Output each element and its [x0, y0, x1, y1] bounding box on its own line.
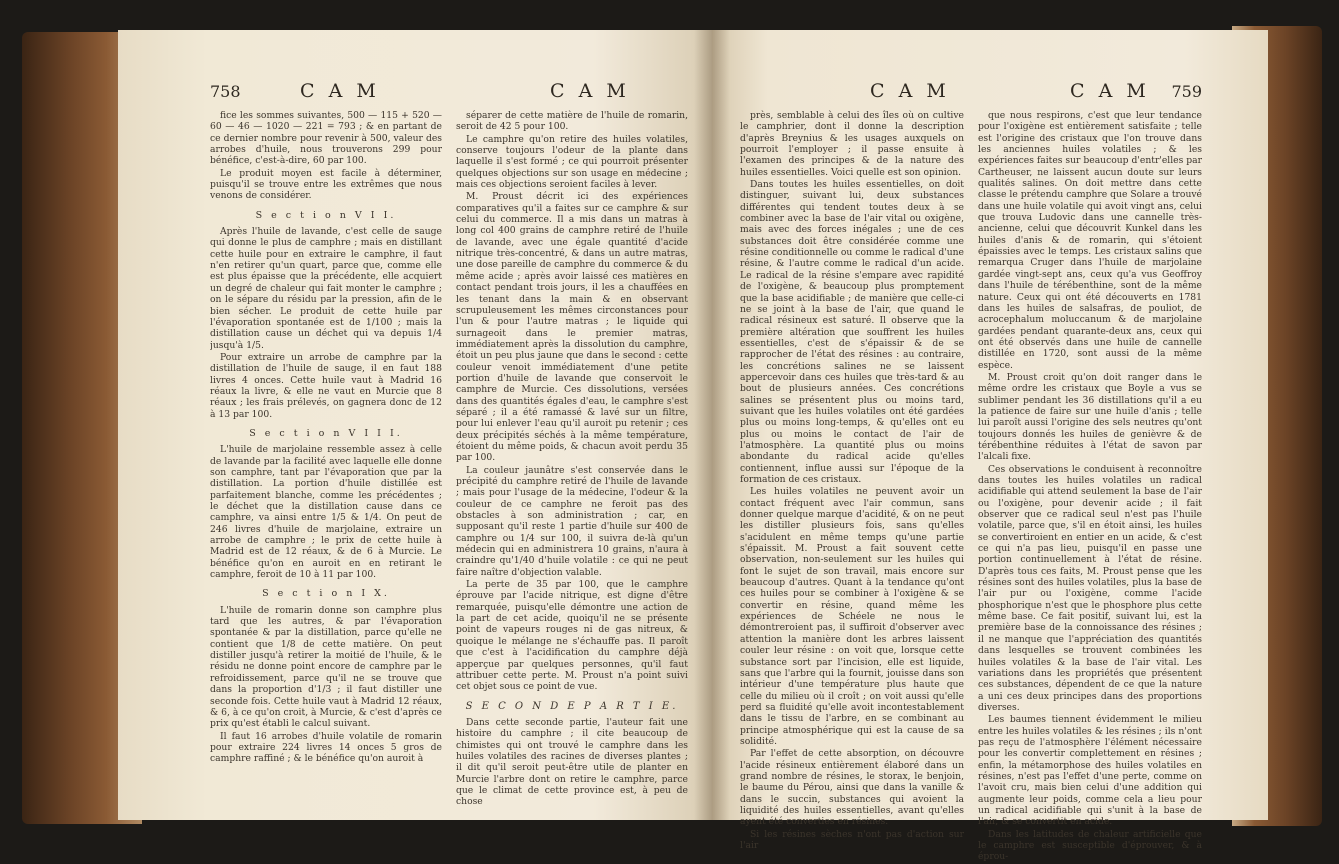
paragraph: Le produit moyen est facile à déterminer, puisqu'il se trouve entre les extrêmes que nous venons de considérer.	[210, 167, 442, 202]
page-number: 758	[210, 82, 241, 101]
paragraph: Dans les latitudes de chaleur artificielle que le camphre est susceptible d'éprouver, & à éprou-	[978, 828, 1202, 863]
paragraph: que nous respirons, c'est que leur tendance pour l'oxigène est entièrement satisfaite ; telle est l'origine des cristaux que l'on trouve dans les anciennes huiles volatiles ; & les expériences faites sur beaucoup d'entr'elles par Cartheuser, ne laissent aucun doute sur leurs qualités salines. On doit mettre dans cette classe le prétendu camphre que Solare a trouvé dans une huile volatile qui avoit vingt ans, celui que trouva Ludovic dans une cannelle très-ancienne, celui que découvrit Kunkel dans les huiles d'anis & de romarin, qui s'étoient épaissies avec le temps. Les cristaux salins que remarqua Cruger dans l'huile de marjolaine gardée vingt-sept ans, ceux qu'a vus Geoffroy dans l'huile de térébenthine, sont de la même nature. Ceux qui ont été découverts en 1781 dans les huiles de salsafras, de pouliot, de acrocephalum moluccanum & de marjolaine gardées pendant quarante-deux ans, ceux qui ont été observés dans une huile de cannelle distillée en 1720, sont aussi de la même espèce.	[978, 110, 1202, 371]
running-head-word: C A M	[1070, 80, 1150, 102]
text-column	[978, 110, 1202, 864]
paragraph: fice les sommes suivantes, 500 — 115 + 520 — 60 — 46 — 1020 — 221 = 793 ; & en partant de ce dernier nombre pour revenir à 500, valeur des arrobes d'huile, nous trouverons 299 pour bénéfice, c'est-à-dire, 60 par 100.	[210, 110, 442, 167]
running-head-word: C A M	[550, 80, 630, 102]
paragraph: Par l'effet de cette absorption, on découvre l'acide résineux entièrement élaboré dans un grand nombre de résines, le storax, le benjoin, le baume du Pérou, ainsi que dans la vanille & dans le succin, substances qui avoient la liquidité des huiles essentielles, avant qu'elles ayent été converties en résines.	[740, 748, 964, 828]
text-column	[740, 110, 964, 864]
paragraph: La couleur jaunâtre s'est conservée dans le précipité du camphre retiré de l'huile de lavande ; mais pour l'usage de la médecine, l'odeur & la couleur de ce camphre ne feroit pas des obstacles à son administration ; car, en supposant qu'il reste 1 partie d'huile sur 400 de camphre ou 1/4 sur 100, il suivra de-là qu'un médecin qui en administrera 10 grains, n'aura à craindre qu'1/40 d'huile volatile : ce qui ne peut faire naître d'objection valable.	[456, 464, 688, 578]
paragraph: Pour extraire un arrobe de camphre par la distillation de l'huile de sauge, il en faut 188 livres 4 onces. Cette huile vaut à Madrid 16 réaux la livre, & elle ne vaut en Murcie que 8 réaux ; les frais prélevés, on gagnera donc de 12 à 13 par 100.	[210, 351, 442, 420]
paragraph: L'huile de marjolaine ressemble assez à celle de lavande par la facilité avec laquelle elle donne son camphre, tant par l'évaporation que par la distillation. La portion d'huile distillée est parfaitement blanche, comme les précédentes ; le déchet que la distillation cause dans ce camphre, va ainsi entre 1/5 & 1/4. On peut de 246 livres d'huile de marjolaine, extraire un arrobe de camphre ; le prix de cette huile à Madrid est de 12 réaux, & de 6 à Murcie. Le bénéfice qu'on en auroit en en retirant le camphre, feroit de 10 à 11 par 100.	[210, 444, 442, 581]
left-page	[118, 30, 712, 820]
paragraph: La perte de 35 par 100, que le camphre éprouve par l'acide nitrique, est digne d'être remarquée, puisqu'elle démontre une action de la part de cet acide, quoiqu'il ne se présente point de vapeurs rouges ni de gas nitreux, & quoique le mélange ne s'échauffe pas. Il paroît que c'est à l'acidification du camphre déjà apperçue par quelques personnes, qu'il faut attribuer cette perte. M. Proust n'a point suivi cet objet sous ce point de vue.	[456, 579, 688, 693]
paragraph: L'huile de romarin donne son camphre plus tard que les autres, & par l'évaporation spontanée & par la distillation, parce qu'elle ne contient que 1/8 de cette matière. On peut distiller jusqu'à retirer la moitié de l'huile, & le résidu ne donne point encore de camphre par le refroidissement, parce qu'il ne se trouve que dans la proportion d'1/3 ; il faut distiller une seconde fois. Cette huile vaut à Madrid 12 réaux, & 6, à ce qu'on croit, à Murcie, & c'est d'après ce prix qu'est établi le calcul suivant.	[210, 604, 442, 730]
paragraph: Le camphre qu'on retire des huiles volatiles, conserve toujours l'odeur de la plante dans laquelle il s'est formé ; ce qui pourroit présenter quelques objections sur son usage en médecine ; mais ces objections seroient faciles à lever.	[456, 133, 688, 191]
paragraph: Ces observations le conduisent à reconnoître dans toutes les huiles volatiles un radical acidifiable qui attend seulement la base de l'air ou l'oxigène, pour devenir acide ; il fait observer que ce radical seul n'est pas l'huile volatile, parce que, s'il en étoit ainsi, les huiles se convertiroient en entier en un acide, & c'est ce qui n'a pas lieu, puisqu'il en passe une portion continuellement à l'état de résine. D'après tous ces faits, M. Proust pense que les résines sont des huiles volatiles, plus la base de l'air pur ou l'oxigène, comme l'acide phosphorique n'est que le phosphore plus cette même base. Ce fait positif, suivant lui, est la première base de la connoissance des résines ; il ne manque que l'appréciation des quantités dans lesquelles se trouvent combinées les huiles volatiles & la base de l'air vital. Les variations dans les propriétés que présentent ces substances, dépendent de ce que la nature a uni ces deux principes dans des proportions diverses.	[978, 463, 1202, 713]
book-gutter	[694, 30, 730, 820]
paragraph: Dans toutes les huiles essentielles, on doit distinguer, suivant lui, deux substances différentes qui tendent toutes deux à se combiner avec la base de l'air vital ou oxigène, mais avec des forces inégales ; une de ces substances doit être considérée comme une résine conditionnelle ou comme le radical d'une résine, & l'autre comme le radical d'un acide. Le radical de la résine s'empare avec rapidité de l'oxigène, & beaucoup plus promptement que la base acidifiable ; de manière que celle-ci ne se joint à la base de l'air, que quand le radical résineux est saturé. Il observe que la première altération que souffrent les huiles essentielles, c'est de s'épaissir & de se rapprocher de l'état des résines : au contraire, les concrétions salines ne se laissent appercevoir dans ces huiles que très-tard & au bout de plusieurs années. Ces concrétions salines se présentent plus ou moins tard, suivant que les huiles volatiles ont été gardées plus ou moins long-temps, & qu'elles ont eu plus ou moins le contact de l'air de l'atmosphère. La quantité plus ou moins abondante du radical acide qu'elles contiennent, influe aussi sur l'époque de la formation de ces cristaux.	[740, 179, 964, 485]
section-heading: S e c t i o n V I I I.	[249, 427, 403, 439]
right-page	[712, 30, 1268, 863]
running-head-word: C A M	[300, 80, 380, 102]
paragraph: Il faut 16 arrobes d'huile volatile de romarin pour extraire 224 livres 14 onces 5 gros de camphre raffiné ; & le bénéfice qu'on auroit à	[210, 730, 442, 765]
paragraph: Dans cette seconde partie, l'auteur fait une histoire du camphre ; il cite beaucoup de chimistes qui ont trouvé le camphre dans les huiles volatiles des racines de diverses plantes ; il dit qu'il seroit peut-être utile de planter en Murcie l'arbre dont on retire le camphre, parce que le climat de cette province est, à peu de chose	[456, 716, 688, 808]
paragraph: Les baumes tiennent évidemment le milieu entre les huiles volatiles & les résines ; ils n'ont pas reçu de l'atmosphère l'élément nécessaire pour les convertir complettement en résines ; enfin, la métamorphose des huiles volatiles en résines, n'est pas l'effet d'une perte, comme on l'avoit cru, mais bien celui d'une addition qui augmente leur poids, comme cela a lieu pour un radical acidifiable qui s'unit à la base de l'air, & se convertit en acide.	[978, 714, 1202, 828]
part-heading: S E C O N D E P A R T I E.	[465, 700, 679, 712]
text-column	[210, 110, 442, 809]
paragraph: près, semblable à celui des îles où on cultive le camphrier, dont il donne la description d'après Breynius & les usages auxquels on pourroit l'employer ; il passe ensuite à l'examen des principes & de la nature des huiles essentielles. Voici quelle est son opinion.	[740, 110, 964, 178]
paragraph: Si les résines sèches n'ont pas d'action sur l'air	[740, 828, 964, 851]
page-number: 759	[1171, 82, 1202, 101]
left-running-head	[210, 80, 688, 106]
paragraph: séparer de cette matière de l'huile de romarin, seroit de 42 5 pour 100.	[456, 110, 688, 133]
running-head-word: C A M	[870, 80, 950, 102]
open-book	[22, 18, 1322, 863]
section-heading: S e c t i o n I X.	[262, 588, 390, 600]
paragraph: M. Proust croit qu'on doit ranger dans le même ordre les cristaux que Boyle a vus se sublimer pendant les 36 distillations qu'il a eu la patience de faire sur une huile d'anis ; telle lui paroît aussi l'origine des sels neutres qu'ont toujours donnés les huiles de genièvre & de térébenthine réduites à l'état de savon par l'alcali fixe.	[978, 371, 1202, 463]
text-column	[456, 110, 688, 809]
right-running-head	[740, 80, 1202, 106]
section-heading: S e c t i o n V I I.	[255, 209, 397, 221]
paragraph: Les huiles volatiles ne peuvent avoir un contact fréquent avec l'air commun, sans donner quelque marque d'acidité, & on ne peut les distiller plusieurs fois, sans qu'elles s'acidulent en même temps qu'une partie s'épaissit. M. Proust a fait souvent cette observation, non-seulement sur les huiles qui font le sujet de son travail, mais encore sur beaucoup d'autres. Quant à la tendance qu'ont ces huiles pour se combiner à l'oxigène & se convertir en résine, quand même les expériences de Schéele ne nous le démontreroient pas, il suffiroit d'observer avec attention la manière dont les arbres laissent couler leur résine : on voit que, lorsque cette substance sort par l'incision, elle est liquide, sans que l'arbre qui la fournit, jouisse dans son intérieur d'une température plus haute que celle du milieu où il croît ; on voit aussi qu'elle perd sa fluidité qu'elle avoit incontestablement dans le tissu de l'arbre, en se combinant au principe atmosphérique qui est la cause de sa solidité.	[740, 486, 964, 747]
paragraph: M. Proust décrit ici des expériences comparatives qu'il a faites sur ce camphre & sur celui du commerce. Il a mis dans un matras à long col 400 grains de camphre retiré de l'huile de lavande, avec une égale quantité d'acide nitrique très-concentré, & dans un autre matras, une dose pareille de camphre du commerce & du même acide ; après avoir laissé ces matières en contact pendant trois jours, il les a chauffées en les tenant dans la main & en observant scrupuleusement les mêmes circonstances pour l'un & pour l'autre matras ; le liquide qui surnageoit dans le premier matras, immédiatement après la dissolution du camphre, étoit un peu plus jaune que dans le second : cette couleur venoit immédiatement d'une petite portion d'huile de lavande que conservoit le camphre de Murcie. Ces dissolutions, versées dans des quantités égales d'eau, le camphre s'est séparé ; il a été ramassé & lavé sur un filtre, pour lui enlever l'eau qu'il auroit pu retenir ; ces deux précipités séchés à la même température, étoient du même poids, & chacun avoit perdu 35 par 100.	[456, 191, 688, 464]
paragraph: Après l'huile de lavande, c'est celle de sauge qui donne le plus de camphre ; mais en distillant cette huile pour en extraire le camphre, il faut n'en retirer qu'un quart, parce que, comme elle est plus épaisse que la précédente, elle acquiert un degré de chaleur qui fait monter le camphre ; on le sépare du résidu par la pression, afin de le bien sécher. Le produit de cette huile par l'évaporation spontanée est de 1/100 ; mais la distillation cause un déchet qui va depuis 1/4 jusqu'à 1/5.	[210, 226, 442, 351]
